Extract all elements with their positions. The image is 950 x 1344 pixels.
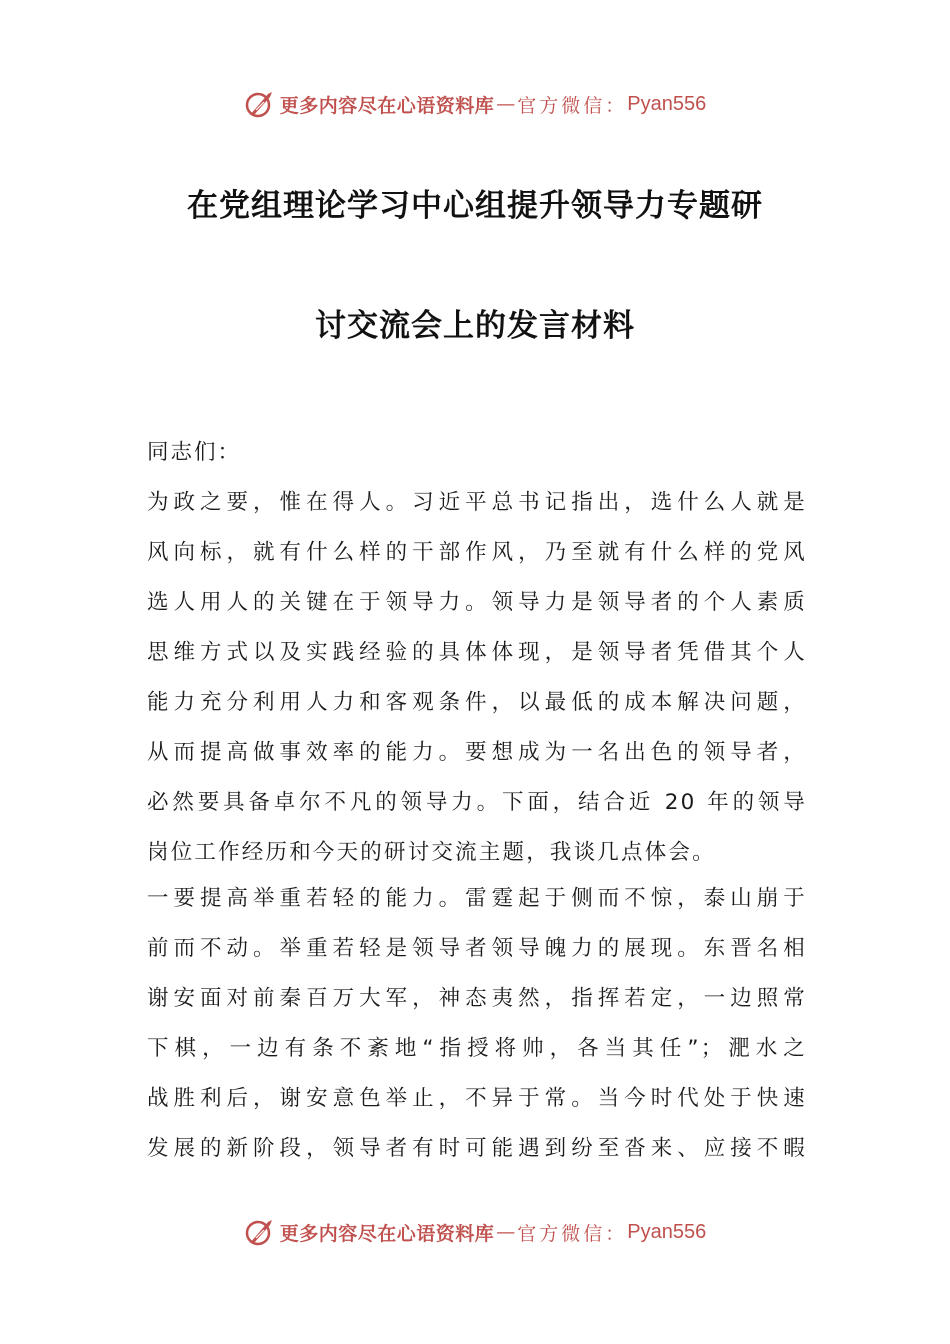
document-title-line-2: 讨交流会上的发言材料 xyxy=(315,308,635,344)
quill-logo-icon xyxy=(244,1216,276,1248)
paragraph-1 xyxy=(147,478,807,878)
banner-wechat-id: Pyan556 xyxy=(627,92,707,115)
paragraph-line: 发展的新阶段，领导者有时可能遇到纷至沓来、应接不暇 xyxy=(147,1136,807,1161)
banner-wechat-label: 官方微信： xyxy=(517,1222,628,1245)
paragraph-line: 能力充分利用人力和客观条件，以最低的成本解决问题， xyxy=(147,690,807,715)
paragraph-line: 前而不动。举重若轻是领导者领导魄力的展现。东晋名相 xyxy=(147,936,807,961)
paragraph-line: 谢安面对前秦百万大军，神态夷然，指挥若定，一边照常 xyxy=(147,986,807,1011)
paragraph-line: 为政之要，惟在得人。习近平总书记指出，选什么人就是 xyxy=(147,490,807,515)
quill-logo-icon xyxy=(244,88,276,120)
greeting: 同志们： xyxy=(147,440,242,465)
paragraph-line: 下棋，一边有条不紊地“指授将帅，各当其任”；淝水之 xyxy=(147,1036,807,1061)
paragraph-line: 从而提高做事效率的能力。要想成为一名出色的领导者， xyxy=(147,740,807,765)
footer-banner xyxy=(0,1212,950,1252)
paragraph-line: 思维方式以及实践经验的具体体现，是领导者凭借其个人 xyxy=(147,640,807,665)
paragraph-line: 必然要具备卓尔不凡的领导力。下面，结合近 20 年的领导 xyxy=(147,790,807,815)
document-title-line-1: 在党组理论学习中心组提升领导力专题研 xyxy=(187,188,763,224)
banner-dash: — xyxy=(496,1221,516,1243)
banner-main-text: 更多内容尽在心语资料库 xyxy=(279,1222,495,1245)
banner-wechat-label: 官方微信： xyxy=(517,94,628,117)
paragraph-line: 一要提高举重若轻的能力。雷霆起于侧而不惊，泰山崩于 xyxy=(147,886,807,911)
banner-wechat-id: Pyan556 xyxy=(627,1220,707,1243)
banner-main-text: 更多内容尽在心语资料库 xyxy=(279,94,495,117)
header-banner xyxy=(0,84,950,124)
banner-dash: — xyxy=(496,93,516,115)
paragraph-line: 选人用人的关键在于领导力。领导力是领导者的个人素质 xyxy=(147,590,807,615)
paragraph-line: 风向标，就有什么样的干部作风，乃至就有什么样的党风 xyxy=(147,540,807,565)
paragraph-2 xyxy=(147,874,807,1174)
paragraph-line: 岗位工作经历和今天的研讨交流主题，我谈几点体会。 xyxy=(147,840,716,865)
paragraph-line: 战胜利后，谢安意色举止，不异于常。当今时代处于快速 xyxy=(147,1086,807,1111)
